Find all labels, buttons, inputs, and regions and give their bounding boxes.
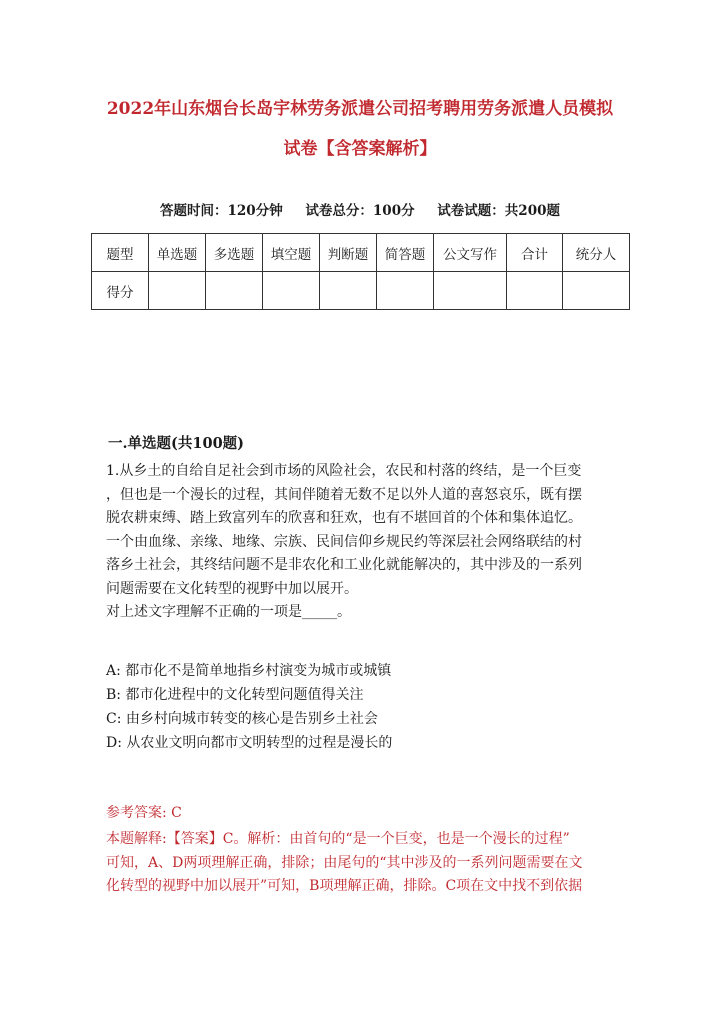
header-cell: 填空题 [263, 234, 320, 272]
score-table-score-row [92, 272, 630, 310]
stem-line: ，但也是一个漫长的过程，其间伴随着无数不足以外人道的喜怒哀乐，既有摆 [106, 486, 582, 503]
reference-answer: 参考答案: C [106, 805, 182, 821]
exam-question-count: 试卷试题：共200题 [437, 203, 560, 219]
score-table [91, 233, 630, 310]
header-cell: 判断题 [320, 234, 377, 272]
exam-meta [0, 199, 720, 219]
question-options [106, 660, 606, 756]
header-cell: 公文写作 [434, 234, 507, 272]
page-title: 2022年山东烟台长岛宇林劳务派遣公司招考聘用劳务派遣人员模拟 [106, 99, 614, 119]
explanation-line: 可知，A、D两项理解正确，排除；由尾句的“其中涉及的一系列问题需要在文 [106, 854, 583, 871]
header-cell: 题型 [92, 234, 149, 272]
score-cell[interactable] [320, 272, 377, 310]
header-cell: 单选题 [149, 234, 206, 272]
exam-time: 答题时间：120分钟 [160, 203, 283, 219]
option-c[interactable]: C: 由乡村向城市转变的核心是告别乡土社会 [106, 711, 378, 727]
stem-line: 1.从乡土的自给自足社会到市场的风险社会，农民和村落的终结，是一个巨变 [106, 463, 582, 479]
explanation-line: 化转型的视野中加以展开”可知，B项理解正确，排除。C项在文中找不到依据 [106, 878, 583, 894]
stem-line: 一个由血缘、亲缘、地缘、宗族、民间信仰乡规民约等深层社会网络联结的村 [106, 533, 582, 550]
stem-line: 脱农耕束缚、踏上致富列车的欣喜和狂欢，也有不堪回首的个体和集体追忆。 [106, 510, 582, 526]
score-cell[interactable] [149, 272, 206, 310]
score-cell[interactable] [507, 272, 563, 310]
score-cell[interactable] [263, 272, 320, 310]
header-cell: 简答题 [377, 234, 434, 272]
score-cell[interactable] [434, 272, 507, 310]
score-table-header-row [92, 234, 630, 272]
option-a[interactable]: A: 都市化不是简单地指乡村演变为城市或城镇 [106, 663, 392, 679]
stem-line: 对上述文字理解不正确的一项是_____。 [106, 604, 351, 620]
option-b[interactable]: B: 都市化进程中的文化转型问题值得关注 [106, 687, 364, 703]
row-label-cell: 得分 [92, 272, 149, 310]
question-stem [106, 460, 606, 625]
stem-line: 落乡土社会，其终结问题不是非农化和工业化就能解决的，其中涉及的一系列 [106, 557, 582, 573]
score-cell[interactable] [563, 272, 630, 310]
header-cell: 多选题 [206, 234, 263, 272]
answer-explanation [106, 828, 606, 899]
exam-total-score: 试卷总分：100分 [305, 203, 415, 219]
stem-line: 问题需要在文化转型的视野中加以展开。 [106, 580, 358, 597]
score-cell[interactable] [206, 272, 263, 310]
section-heading: 一.单选题(共100题) [108, 435, 245, 452]
explanation-line: 本题解释:【答案】C。解析：由首句的“是一个巨变，也是一个漫长的过程” [106, 831, 570, 847]
score-cell[interactable] [377, 272, 434, 310]
option-d[interactable]: D: 从农业文明向都市文明转型的过程是漫长的 [106, 735, 393, 751]
header-cell: 合计 [507, 234, 563, 272]
page-subtitle: 试卷【含答案解析】 [283, 139, 437, 159]
header-cell: 统分人 [563, 234, 630, 272]
